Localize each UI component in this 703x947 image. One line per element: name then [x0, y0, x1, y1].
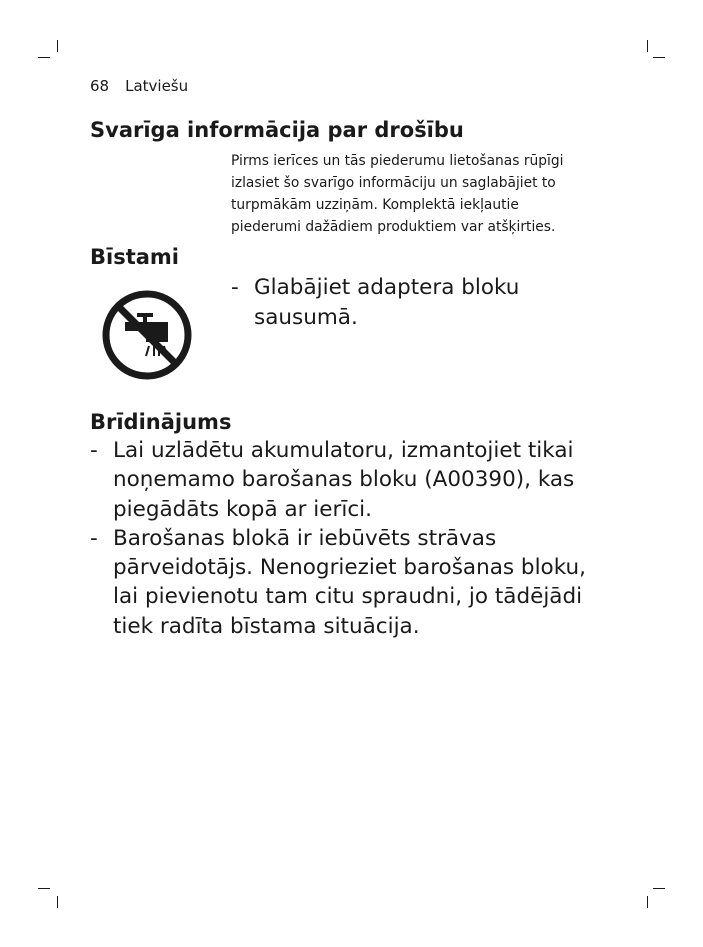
- danger-heading: Bīstami: [90, 245, 179, 269]
- warning-item-line: piegādāts kopā ar ierīci.: [113, 496, 372, 522]
- warning-item-line: noņemamo barošanas bloku (A00390), kas: [113, 467, 575, 493]
- crop-mark-bottom-left-v: [57, 896, 58, 908]
- page-language: Latviešu: [125, 77, 189, 95]
- warning-item-line: Barošanas blokā ir iebūvēts strāvas: [113, 525, 497, 551]
- crop-mark-top-right-h: [653, 57, 665, 58]
- no-water-tap-icon: [101, 289, 193, 381]
- crop-mark-top-left-h: [38, 57, 50, 58]
- crop-mark-bottom-left-h: [38, 888, 50, 889]
- list-dash: -: [231, 275, 239, 300]
- warning-item-line: pārveidotājs. Nenogrieziet barošanas bloku,: [113, 555, 586, 581]
- warning-list-item: [90, 524, 630, 641]
- list-dash: -: [90, 525, 98, 551]
- crop-mark-top-left-v: [57, 40, 58, 52]
- danger-item-line: sausumā.: [254, 305, 358, 330]
- page-header: [90, 76, 188, 96]
- intro-line: izlasiet šo svarīgo informāciju un saglabājiet to: [231, 175, 556, 191]
- intro-line: Pirms ierīces un tās piederumu lietošanas rūpīgi: [231, 153, 564, 169]
- crop-mark-bottom-right-v: [647, 896, 648, 908]
- page-number: 68: [90, 77, 110, 95]
- crop-mark-bottom-right-h: [653, 888, 665, 889]
- warning-item-line: lai pievienotu tam citu spraudni, jo tādējādi: [113, 584, 583, 610]
- intro-line: turpmākām uzziņām. Komplektā iekļautie: [231, 197, 519, 213]
- intro-line: piederumi dažādiem produktiem var atšķirties.: [231, 219, 556, 235]
- warning-list-item: [90, 436, 630, 524]
- list-dash: -: [90, 438, 98, 463]
- warning-item-line: tiek radīta bīstama situācija.: [113, 613, 420, 639]
- warning-list: [90, 436, 630, 641]
- danger-item-line: Glabājiet adaptera bloku: [254, 275, 520, 300]
- crop-mark-top-right-v: [647, 40, 648, 52]
- warning-heading: Brīdinājums: [90, 410, 232, 434]
- intro-paragraph: [231, 150, 611, 238]
- warning-item-line: Lai uzlādētu akumulatoru, izmantojiet tikai: [113, 438, 574, 463]
- danger-list-item: [231, 273, 584, 333]
- section-title: Svarīga informācija par drošību: [90, 118, 464, 142]
